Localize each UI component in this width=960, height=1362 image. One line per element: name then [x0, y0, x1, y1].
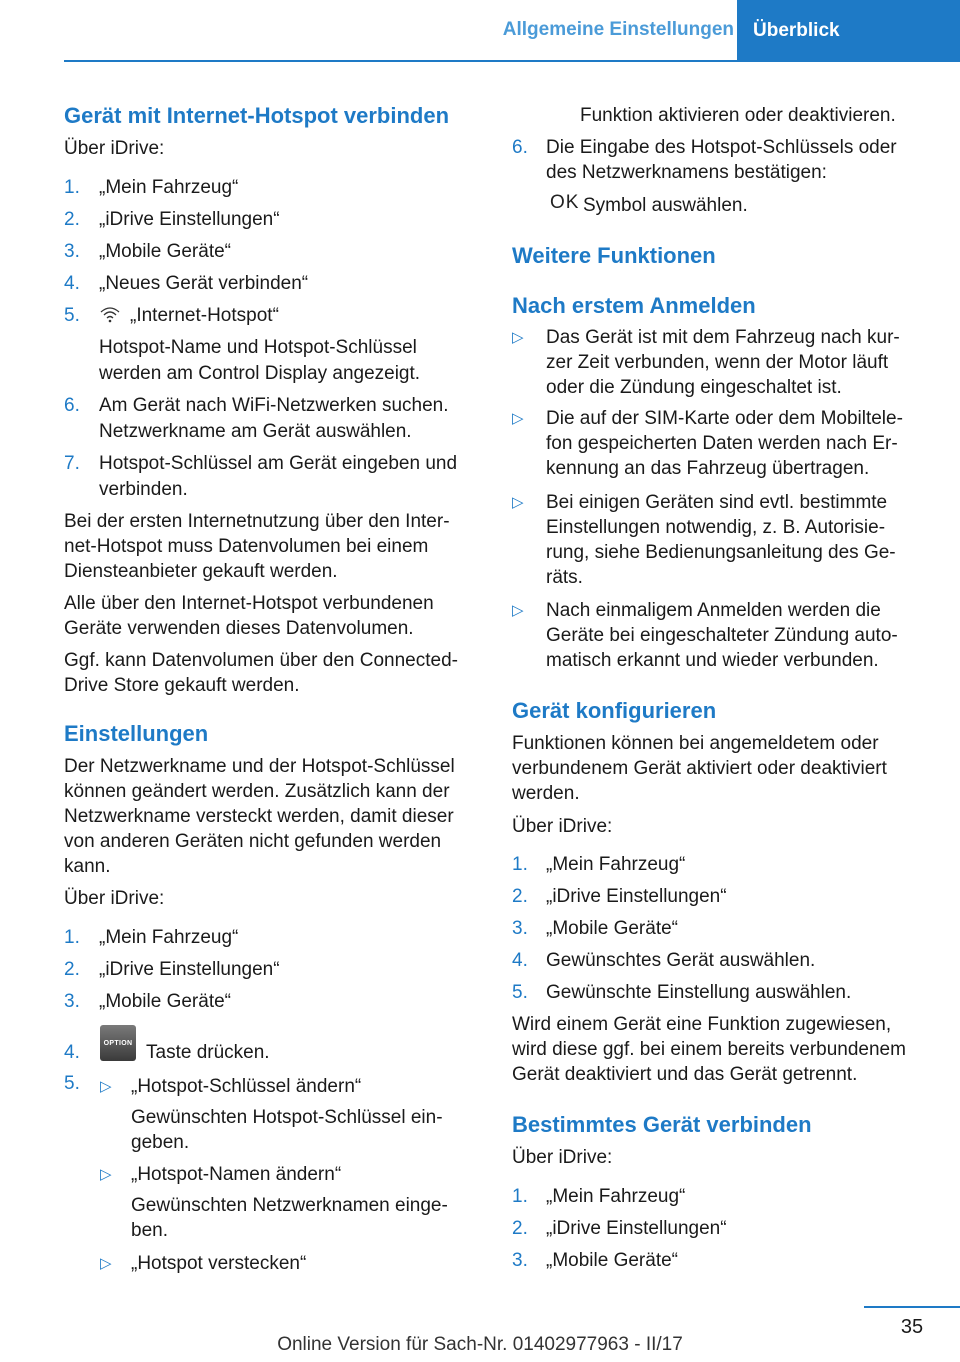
sub-item-title: „Hotspot-Schlüssel ändern“	[131, 1076, 362, 1097]
step-number: 2.	[512, 1218, 528, 1239]
step-number: 4.	[64, 273, 80, 294]
text-line: Ggf. kann Datenvolumen über den Connected-	[64, 650, 458, 671]
step-number: 2.	[512, 886, 528, 907]
triangle-bullet-icon: ▷	[512, 602, 524, 619]
step-number: 3.	[64, 241, 80, 262]
text-line: wird diese ggf. bei einem bereits verbundenem	[512, 1039, 906, 1060]
via-idrive: Über iDrive:	[512, 816, 613, 837]
step-number: 6.	[512, 137, 528, 158]
header-section-title: Allgemeine Einstellungen	[502, 19, 734, 40]
step-text: „Mein Fahrzeug“	[546, 1186, 686, 1207]
step-number: 4.	[64, 1042, 80, 1063]
triangle-bullet-icon: ▷	[100, 1078, 112, 1095]
step-text: verbinden.	[99, 479, 188, 500]
sub-item-title: „Hotspot verstecken“	[131, 1253, 307, 1274]
bullet-text: matisch erkannt und wieder verbunden.	[546, 650, 879, 671]
header-rule	[64, 60, 960, 62]
step-text: „Mein Fahrzeug“	[546, 854, 686, 875]
text-line: Netzwerkname versteckt werden, damit dieser	[64, 806, 454, 827]
step-text: „Mobile Geräte“	[546, 1250, 678, 1271]
step-number: 6.	[64, 395, 80, 416]
ok-icon: OK	[550, 192, 580, 213]
step-number: 1.	[512, 854, 528, 875]
bullet-text: kennung an das Fahrzeug übertragen.	[546, 458, 870, 479]
via-idrive: Über iDrive:	[512, 1147, 613, 1168]
text-line: werden.	[512, 783, 580, 804]
step-text: „iDrive Einstellungen“	[546, 886, 727, 907]
bullet-text: Das Gerät ist mit dem Fahrzeug nach kur-	[546, 327, 900, 348]
step-number: 1.	[64, 177, 80, 198]
text-line: kann.	[64, 856, 111, 877]
step-text: Symbol auswählen.	[583, 195, 748, 216]
step-number: 5.	[64, 305, 80, 326]
step-text: „iDrive Einstellungen“	[99, 959, 280, 980]
step-text: „Mein Fahrzeug“	[99, 927, 239, 948]
heading-bestimmtes-geraet: Bestimmtes Gerät verbinden	[512, 1112, 812, 1137]
step-text: „Mobile Geräte“	[546, 918, 678, 939]
text-line: Funktionen können bei angemeldetem oder	[512, 733, 879, 754]
header-tab-ueberblick: Überblick	[737, 0, 960, 62]
via-idrive: Über iDrive:	[64, 888, 165, 909]
text-line: Wird einem Gerät eine Funktion zugewiesen,	[512, 1014, 892, 1035]
triangle-bullet-icon: ▷	[100, 1166, 112, 1183]
bullet-text: fon gespeicherten Daten werden nach Er-	[546, 433, 898, 454]
bullet-text: Bei einigen Geräten sind evtl. bestimmte	[546, 492, 888, 513]
step-text: „Mobile Geräte“	[99, 241, 231, 262]
footer-rule	[864, 1306, 960, 1308]
option-button-icon: OPTION	[100, 1025, 136, 1061]
sub-item-title: „Hotspot-Namen ändern“	[131, 1164, 342, 1185]
step-text: Am Gerät nach WiFi-Netzwerken suchen.	[99, 395, 449, 416]
text-line: Drive Store gekauft werden.	[64, 675, 300, 696]
sub-item-desc: Gewünschten Netzwerknamen einge-	[131, 1195, 448, 1216]
bullet-text: rung, siehe Bedienungsanleitung des Ge-	[546, 542, 896, 563]
triangle-bullet-icon: ▷	[100, 1255, 112, 1272]
triangle-bullet-icon: ▷	[512, 410, 524, 427]
text-line: net-Hotspot muss Datenvolumen bei einem	[64, 536, 429, 557]
step-text: „iDrive Einstellungen“	[99, 209, 280, 230]
step-number: 3.	[512, 1250, 528, 1271]
step-text: Taste drücken.	[146, 1042, 270, 1063]
bullet-text: Nach einmaligem Anmelden werden die	[546, 600, 881, 621]
bullet-text: Einstellungen notwendig, z. B. Autorisie-	[546, 517, 886, 538]
text-line: Diensteanbieter gekauft werden.	[64, 561, 338, 582]
heading-geraet-konfigurieren: Gerät konfigurieren	[512, 698, 717, 723]
step-text: Die Eingabe des Hotspot-Schlüssels oder	[546, 137, 897, 158]
text-line: Alle über den Internet-Hotspot verbundenen	[64, 593, 434, 614]
step-number: 3.	[64, 991, 80, 1012]
bullet-text: Die auf der SIM-Karte oder dem Mobiltele-	[546, 408, 903, 429]
bullet-text: räts.	[546, 567, 583, 588]
bullet-text: zer Zeit verbunden, wenn der Motor läuft	[546, 352, 889, 373]
step-number: 5.	[64, 1073, 80, 1094]
bullet-text: oder die Zündung eingeschaltet ist.	[546, 377, 842, 398]
step-number: 4.	[512, 950, 528, 971]
text-line: Bei der ersten Internetnutzung über den Inter-	[64, 511, 450, 532]
text-line: können geändert werden. Zusätzlich kann der	[64, 781, 450, 802]
heading-nach-erstem-anmelden: Nach erstem Anmelden	[512, 293, 756, 318]
step-text: „Mobile Geräte“	[99, 991, 231, 1012]
heading-einstellungen: Einstellungen	[64, 721, 209, 746]
sub-item-desc: Gewünschten Hotspot-Schlüssel ein-	[131, 1107, 443, 1128]
text-line: von anderen Geräten nicht gefunden werden	[64, 831, 442, 852]
step-number: 5.	[512, 982, 528, 1003]
bullet-text: Geräte bei eingeschalteter Zündung auto-	[546, 625, 898, 646]
sub-item-desc: ben.	[131, 1220, 168, 1241]
step-continuation: werden am Control Display angezeigt.	[99, 363, 421, 384]
step-text: „Mein Fahrzeug“	[99, 177, 239, 198]
step-number: 7.	[64, 453, 80, 474]
text-line: Gerät deaktiviert und das Gerät getrennt.	[512, 1064, 858, 1085]
step-number: 3.	[512, 918, 528, 939]
text-line: Geräte verwenden dieses Datenvolumen.	[64, 618, 414, 639]
step-text: „Internet-Hotspot“	[130, 305, 279, 326]
step-continuation: Hotspot-Name und Hotspot-Schlüssel	[99, 337, 417, 358]
step-number: 1.	[512, 1186, 528, 1207]
heading-hotspot-verbinden: Gerät mit Internet-Hotspot verbinden	[64, 103, 450, 128]
step-text: Hotspot-Schlüssel am Gerät eingeben und	[99, 453, 458, 474]
triangle-bullet-icon: ▷	[512, 329, 524, 346]
step-text: Gewünschte Einstellung auswählen.	[546, 982, 852, 1003]
step-number: 1.	[64, 927, 80, 948]
heading-weitere-funktionen: Weitere Funktionen	[512, 243, 716, 268]
step-number: 2.	[64, 209, 80, 230]
text-line: verbundenem Gerät aktiviert oder deaktiviert	[512, 758, 887, 779]
step-text: des Netzwerknamens bestätigen:	[546, 162, 827, 183]
footer-online-version: Online Version für Sach-Nr. 01402977963 - II/17	[277, 1334, 683, 1355]
step-number: 2.	[64, 959, 80, 980]
step-text: „iDrive Einstellungen“	[546, 1218, 727, 1239]
text-line: Der Netzwerkname und der Hotspot-Schlüssel	[64, 756, 455, 777]
via-idrive: Über iDrive:	[64, 138, 165, 159]
page-number: 35	[900, 1316, 924, 1338]
step-text: Netzwerkname am Gerät auswählen.	[99, 421, 412, 442]
wifi-icon	[99, 304, 121, 331]
sub-item-desc: geben.	[131, 1132, 190, 1153]
step-text: Gewünschtes Gerät auswählen.	[546, 950, 816, 971]
step-continuation: Funktion aktivieren oder deaktivieren.	[580, 105, 896, 126]
step-text: „Neues Gerät verbinden“	[99, 273, 309, 294]
triangle-bullet-icon: ▷	[512, 494, 524, 511]
